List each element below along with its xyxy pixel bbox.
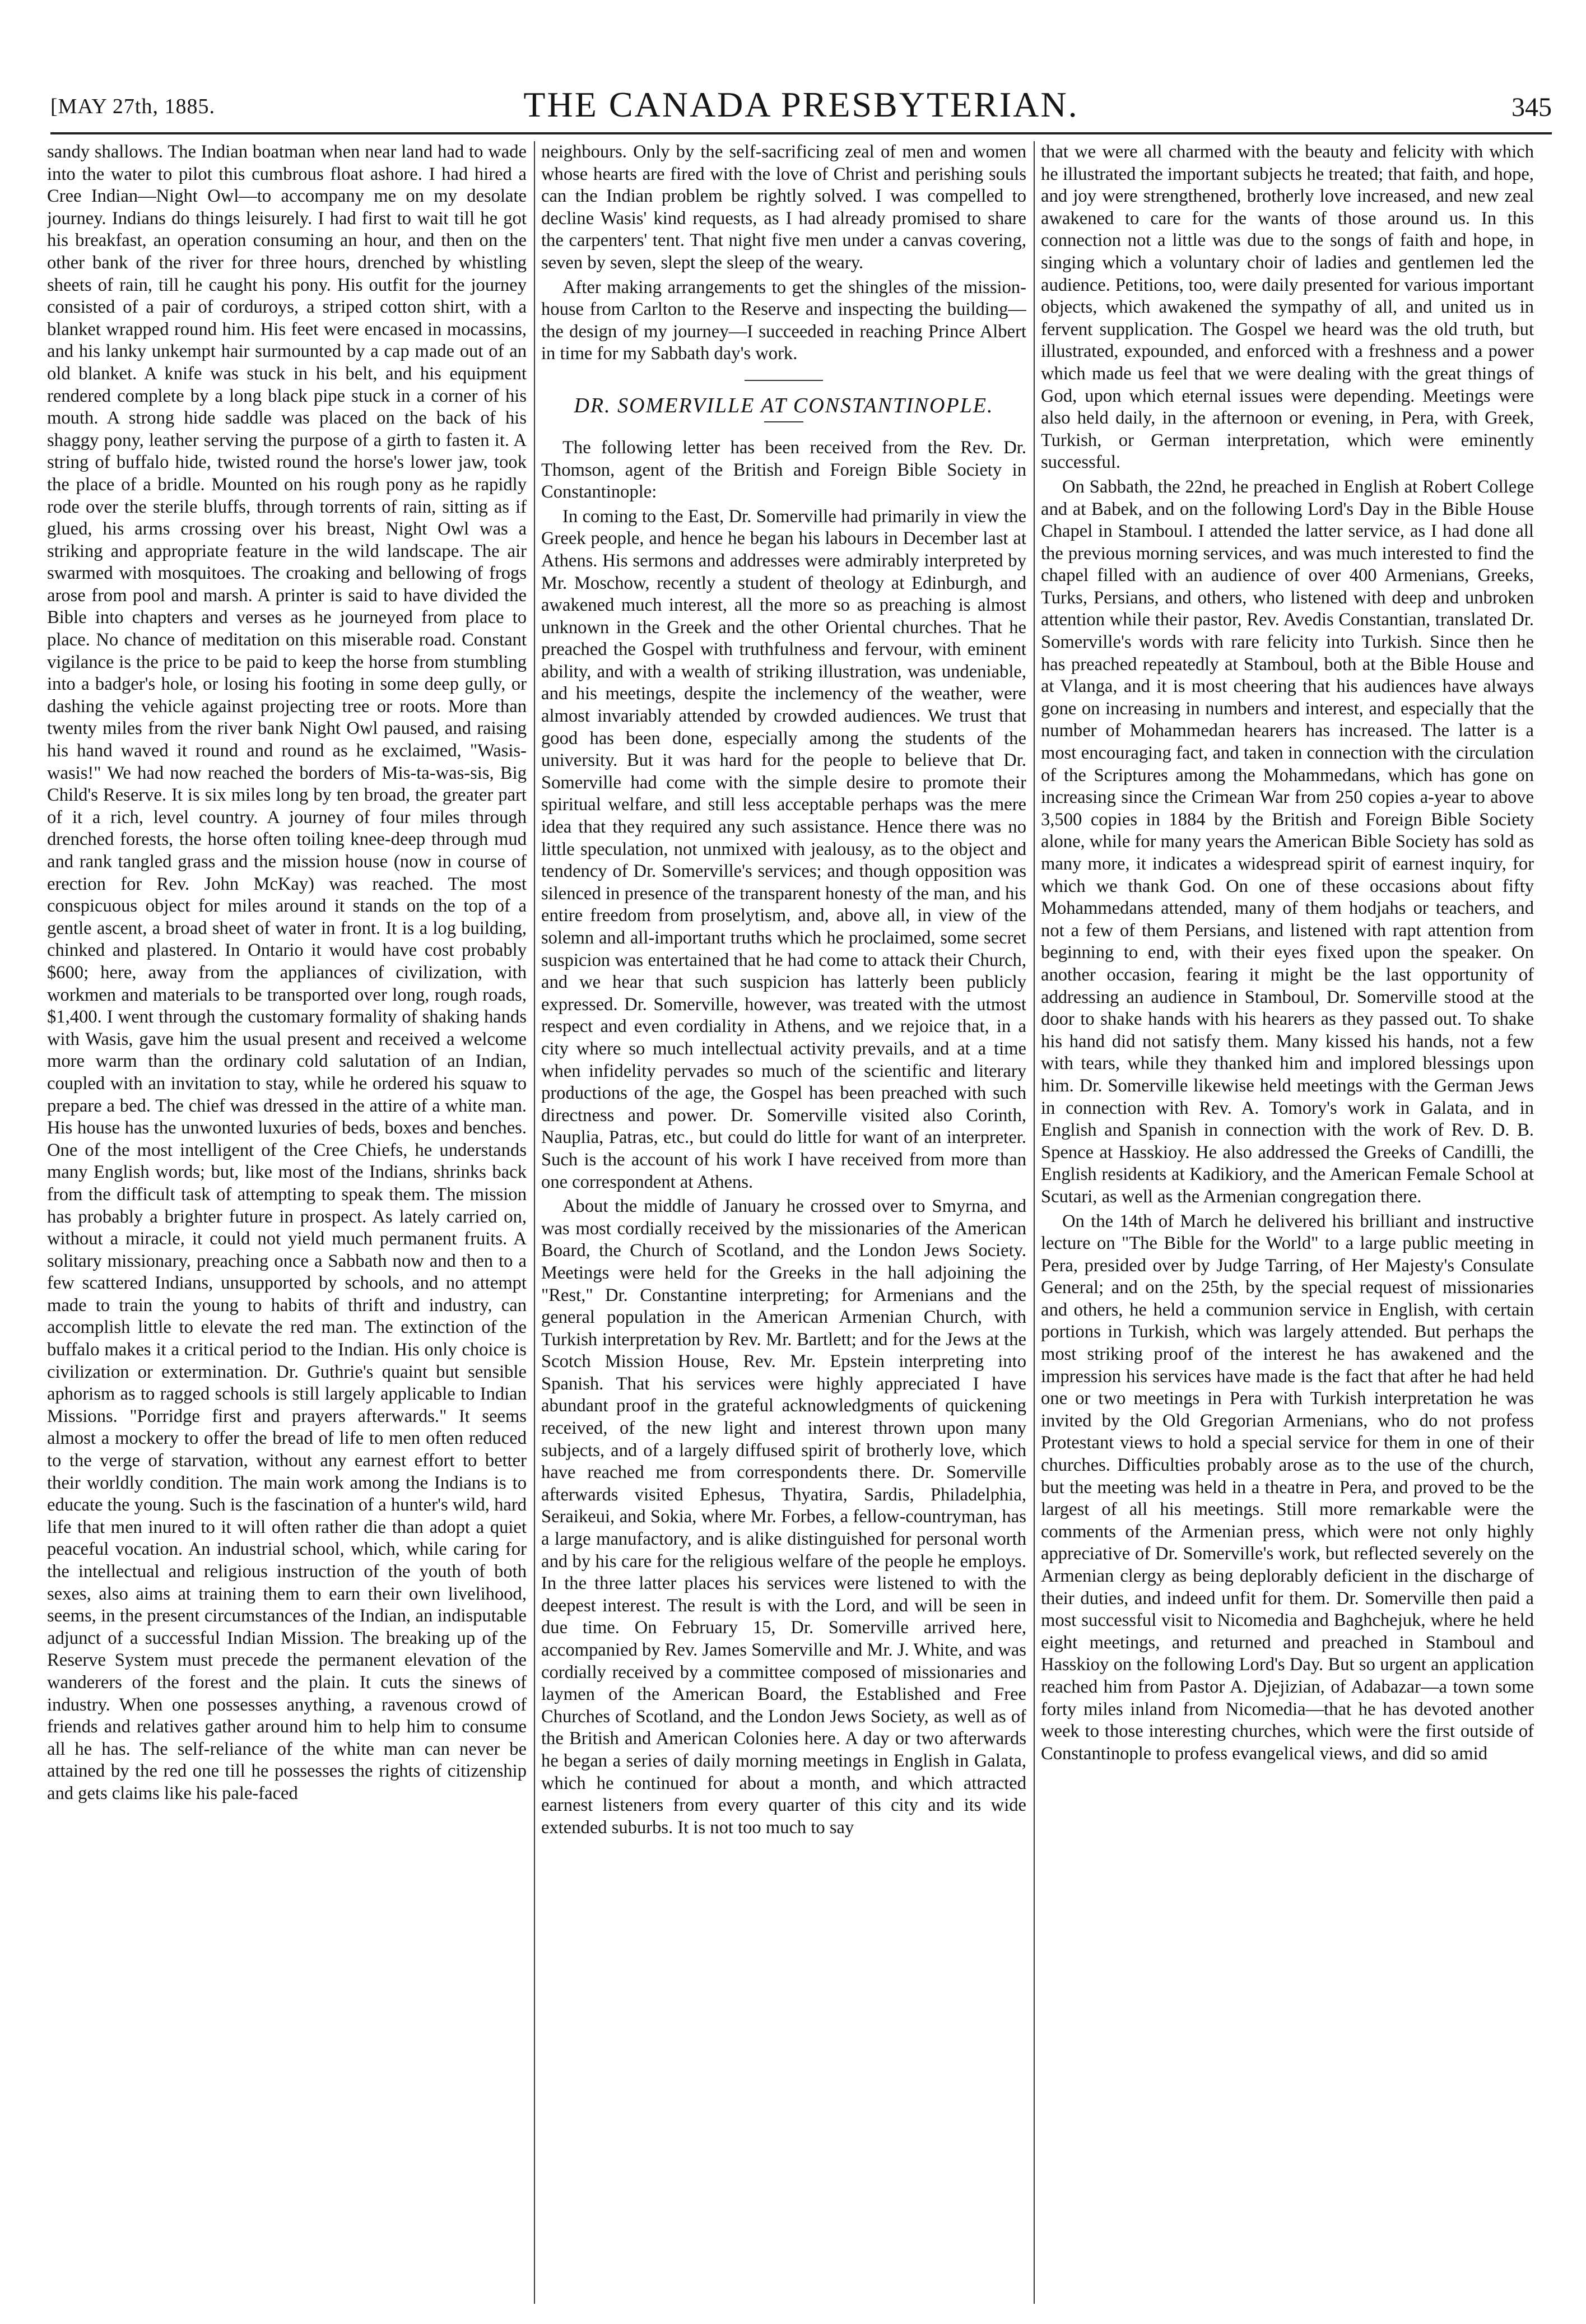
heading-underline — [764, 421, 803, 422]
column-1 — [47, 141, 527, 2304]
article-paragraph: that we were all charmed with the beauty and felicity with which he illustrated the important subjects he treated; that faith, and hope, and joy were strengthened, brotherly love increased, and new zeal awakened to care for the wants of those around us. In this connection not a little was due to the songs of faith and hope, in singing which a voluntary choir of ladies and gentlemen led the audience. Petitions, too, were daily presented for various important objects, which awakened the sympathy of all, and united us in fervent supplication. The Gospel we heard was the old truth, but illustrated, expounded, and enforced with a freshness and a power which made us feel that we were dealing with the great things of God, upon which eternal issues were depending. Meetings were also held daily, in the afternoon or evening, in Pera, with Greek, Turkish, or German interpretation, which were eminently successful. — [1041, 142, 1534, 473]
article-paragraph: In coming to the East, Dr. Somerville had primarily in view the Greek people, and hence he began his labours in December last at Athens. His sermons and addresses were admirably interpreted by Mr. Moschow, recently a student of theology at Edinburgh, and awakened much interest, all the more so as preaching is almost unknown in the Greek and the other Oriental churches. That he preached the Gospel with truthfulness and fervour, with eminent ability, and with a wealth of striking illustration, was undeniable, and his meetings, despite the inclemency of the weather, were almost invariably attended by crowded audiences. We trust that good has been done, especially among the students of the university. But it was hard for the people to believe that Dr. Somerville had come with the simple desire to promote their spiritual welfare, and still less acceptable perhaps was the mere idea that they required any such assistance. Hence there was no little speculation, not unmixed with jealousy, as to the object and tendency of Dr. Somerville's services; and though opposition was silenced in presence of the transparent honesty of the man, and his entire freedom from proselytism, and, above all, in view of the solemn and all-important truths which he proclaimed, some secret suspicion was entertained that he had come to attack their Church, and we hear that such suspicion has latterly been publicly expressed. Dr. Somerville, however, was treated with the utmost respect and even cordiality in Athens, and we rejoice that, in a city where so much intellectual activity prevails, and at a time when infidelity pervades so much of the scientific and literary productions of the age, the Gospel has been preached with such directness and power. Dr. Somerville visited also Corinth, Nauplia, Patras, etc., but could do little for want of an interpreter. Such is the account of his work I have received from more than one correspondent at Athens. — [541, 506, 1026, 1192]
article-paragraph: On Sabbath, the 22nd, he preached in English at Robert College and at Babek, and on the following Lord's Day in the Bible House Chapel in Stamboul. I attended the latter service, as I had done all the previous morning services, and was much interested to find the chapel filled with an audience of over 400 Armenians, Greeks, Turks, Persians, and others, who listened with deep and unbroken attention while their pastor, Rev. Avedis Constantian, translated Dr. Somerville's words with rare felicity into Turkish. Since then he has preached repeatedly at Stamboul, both at the Bible House and at Vlanga, and it is most cheering that his audiences have always gone on increasing in numbers and interest, and especially that the number of Mohammedan hearers has increased. The latter is a most encouraging fact, and taken in connection with the circulation of the Scriptures among the Mohammedans, which has gone on increasing since the Crimean War from 250 copies a-year to above 3,500 copies in 1884 by the British and Foreign Bible Society alone, while for many years the American Bible Society has sold as many more, it indicates a widespread spirit of earnest inquiry, for which we thank God. On one of these occasions about fifty Mohammedans attended, many of them hodjahs or teachers, and not a few of them Persians, and listened with rapt attention from beginning to end, with their eyes fixed upon the speaker. On another occasion, fearing it might be the last opportunity of addressing an audience in Stamboul, Dr. Somerville stood at the door to shake hands with his hearers as they passed out. To shake his hand did not satisfy them. Many kissed his hands, not a few with tears, while they thanked him and implored blessings upon him. Dr. Somerville likewise held meetings with the German Jews in connection with Rev. A. Tomory's work in Galata, and in English and Spanish in connection with the work of Rev. D. B. Spence at Hasskioy. He also addressed the Greeks of Candilli, the English residents at Kadikiory, and the American Female School at Scutari, as well as the Armenian congregation there. — [1041, 476, 1534, 1207]
article-paragraph: sandy shallows. The Indian boatman when near land had to wade into the water to pilot this cumbrous float ashore. I had hired a Cree Indian—Night Owl—to accompany me on my desolate journey. Indians do things leisurely. I had first to wait till he got his breakfast, an operation consuming an hour, and then on the other bank of the river for three hours, drenched by whistling sheets of rain, till he caught his pony. His outfit for the journey consisted of a pair of corduroys, a striped cotton shirt, with a blanket wrapped round him. His feet were encased in mocassins, and his lanky unkempt hair surmounted by a cap made out of an old blanket. A knife was stuck in his belt, and his equipment rendered complete by a long black pipe stuck in a corner of his mouth. A strong hide saddle was placed on the back of his shaggy pony, leather serving the purpose of a girth to fasten it. A string of buffalo hide, twisted round the horse's lower jaw, took the place of a bridle. Mounted on his rough pony as he rapidly rode over the sterile bluffs, through torrents of rain, sitting as if glued, his arms crossing over his breast, Night Owl was a striking and appropriate feature in the wild landscape. The air swarmed with mosquitoes. The croaking and bellowing of frogs arose from pool and marsh. A printer is said to have divided the Bible into chapters and verses as he journeyed from place to place. No chance of meditation on this miserable road. Constant vigilance is the price to be paid to keep the horse from stumbling into a badger's hole, or losing his footing in some deep gully, or dashing the vehicle against projecting tree or roots. More than twenty miles from the river bank Night Owl paused, and raising his hand waved it round and round as he exclaimed, "Wasis-wasis!" We had now reached the borders of Mis-ta-was-sis, Big Child's Reserve. It is six miles long by ten broad, the greater part of it a rich, level country. A journey of four miles through drenched forests, the horse often toiling knee-deep through mud and rank tangled grass and the mission house (now in course of erection for Rev. John McKay) was reached. The most conspicuous object for miles around it stands on the top of a gentle ascent, a broad sheet of water in front. It is a log building, chinked and plastered. In Ontario it would have cost probably $600; here, away from the appliances of civilization, with workmen and materials to be transported over long, rough roads, $1,400. I went through the customary formality of shaking hands with Wasis, gave him the usual present and received a welcome more warm than the ordinary cold salutation of an Indian, coupled with an invitation to stay, while he ordered his squaw to prepare a bed. The chief was dressed in the attire of a white man. His house has the unwonted luxuries of beds, boxes and benches. One of the most intelligent of the Cree Chiefs, he understands many English words; but, like most of the Indians, shrinks back from the difficult task of attempting to speak them. The mission has probably a brighter future in prospect. As lately carried on, without a miracle, it could not yield much permanent fruits. A solitary missionary, preaching once a Sabbath now and then to a few scattered Indians, unsupported by schools, and no attempt made to train the young to habits of thrift and industry, can accomplish little to elevate the red man. The extinction of the buffalo makes it a critical period to the Indian. His only choice is civilization or extermination. Dr. Guthrie's quaint but sensible aphorism as to ragged schools is still largely applicable to Indian Missions. "Porridge first and prayers afterwards." It seems almost a mockery to offer the bread of life to men often reduced to the verge of starvation, without any earnest effort to better their worldly condition. The main work among the Indians is to educate the young. Such is the fascination of a hunter's wild, hard life that men inured to it will often rather die than adopt a quiet peaceful vocation. An industrial school, which, while caring for the intellectual and religious instruction of the youth of both sexes, also aims at training them to earn their own livelihood, seems, in the present circumstances of the Indian, an indisputable adjunct of a successful Indian Mission. The breaking up of the Reserve System must precede the permanent elevation of the wanderers of the forest and the plain. It cuts the sinews of industry. When one possesses anything, a ravenous crowd of friends and relatives gather around him to help him to consume all he has. The self-reliance of the white man can never be attained by the red one till he possesses the rights of citizenship and gets claims like his pale-faced — [47, 142, 527, 1804]
page-header — [50, 84, 1552, 129]
header-rule — [50, 132, 1552, 134]
masthead-title: THE CANADA PRESBYTERIAN. — [523, 85, 1079, 124]
article-heading: DR. SOMERVILLE AT CONSTANTINOPLE. — [574, 393, 994, 417]
column-divider-1 — [534, 141, 535, 2304]
article-paragraph: neighbours. Only by the self-sacrificing zeal of men and women whose hearts are fired with the love of Christ and perishing souls can the Indian problem be rightly solved. I was compelled to decline Wasis' kind requests, as I had already promised to share the carpenters' tent. That night five men under a canvas covering, seven by seven, slept the sleep of the weary. — [541, 142, 1026, 273]
issue-date: [MAY 27th, 1885. — [50, 95, 215, 118]
article-paragraph: After making arrangements to get the shingles of the mission-house from Carlton to the Reserve and inspecting the building—the design of my journey—I succeeded in reaching Prince Albert in time for my Sabbath day's work. — [541, 277, 1026, 364]
page-number: 345 — [1511, 92, 1552, 122]
article-paragraph: About the middle of January he crossed over to Smyrna, and was most cordially received by the missionaries of the American Board, the Church of Scotland, and the London Jews Society. Meetings were held for the Greeks in the hall adjoining the "Rest," Dr. Constantine interpreting; for Armenians and the general population in the American Armenian Church, with Turkish interpretation by Rev. Mr. Bartlett; and for the Jews at the Scotch Mission House, Rev. Mr. Epstein interpreting into Spanish. That his services were highly appreciated I have abundant proof in the grateful acknowledgments of quickening received, of the new light and interest thrown upon many subjects, and of a largely diffused spirit of brotherly love, which have reached me from correspondents there. Dr. Somerville afterwards visited Ephesus, Thyatira, Sardis, Philadelphia, Seraikeui, and Sokia, where Mr. Forbes, a fellow-countryman, has a large manufactory, and is alike distinguished for personal worth and by his care for the religious welfare of the people he employs. In the three latter places his services were listened to with the deepest interest. The result is with the Lord, and will be seen in due time. On February 15, Dr. Somerville arrived here, accompanied by Rev. James Somerville and Mr. J. White, and was cordially received by a committee composed of missionaries and laymen of the American Board, the Established and Free Churches of Scotland, and the London Jews Society, as well as of the British and American Colonies here. A day or two afterwards he began a series of daily morning meetings in English in Galata, which he continued for about a month, and which attracted earnest listeners from every quarter of this city and its wide extended suburbs. It is not too much to say — [541, 1196, 1026, 1838]
article-paragraph: On the 14th of March he delivered his brilliant and instructive lecture on "The Bible for the World" to a large public meeting in Pera, presided over by Judge Tarring, of Her Majesty's Consulate General; and on the 25th, by the special request of missionaries and others, he held a communion service in English, with certain portions in Turkish, which was largely attended. But perhaps the most striking proof of the interest he has awakened and the impression his services have made is the fact that after he had held one or two meetings in Pera with Turkish interpretation he was invited by the Old Gregorian Armenians, who do not profess Protestant views to hold a special service for them in one of their churches. Difficulties probably arose as to the use of the church, but the meeting was held in a theatre in Pera, and proved to be the largest of all his meetings. Still more remarkable were the comments of the Armenian press, which were not only highly appreciative of Dr. Somerville's work, but reflected severely on the Armenian clergy as being deplorably deficient in the discharge of their duties, and indeed unfit for them. Dr. Somerville then paid a most successful visit to Nicomedia and Baghchejuk, where he held eight meetings, and returned and preached in Stamboul and Hasskioy on the following Lord's Day. But so urgent an application reached him from Pastor A. Djejizian, of Adabazar—a town some forty miles inland from Nicomedia—that he has devoted another week to those interesting churches, which were the first outside of Constantinople to profess evangelical views, and did so amid — [1041, 1211, 1534, 1764]
column-divider-2 — [1034, 141, 1035, 2304]
column-2 — [541, 141, 1026, 2304]
article-paragraph: The following letter has been received from the Rev. Dr. Thomson, agent of the British and Foreign Bible Society in Constantinople: — [541, 437, 1026, 503]
column-3 — [1041, 141, 1534, 2304]
section-separator — [745, 380, 823, 381]
